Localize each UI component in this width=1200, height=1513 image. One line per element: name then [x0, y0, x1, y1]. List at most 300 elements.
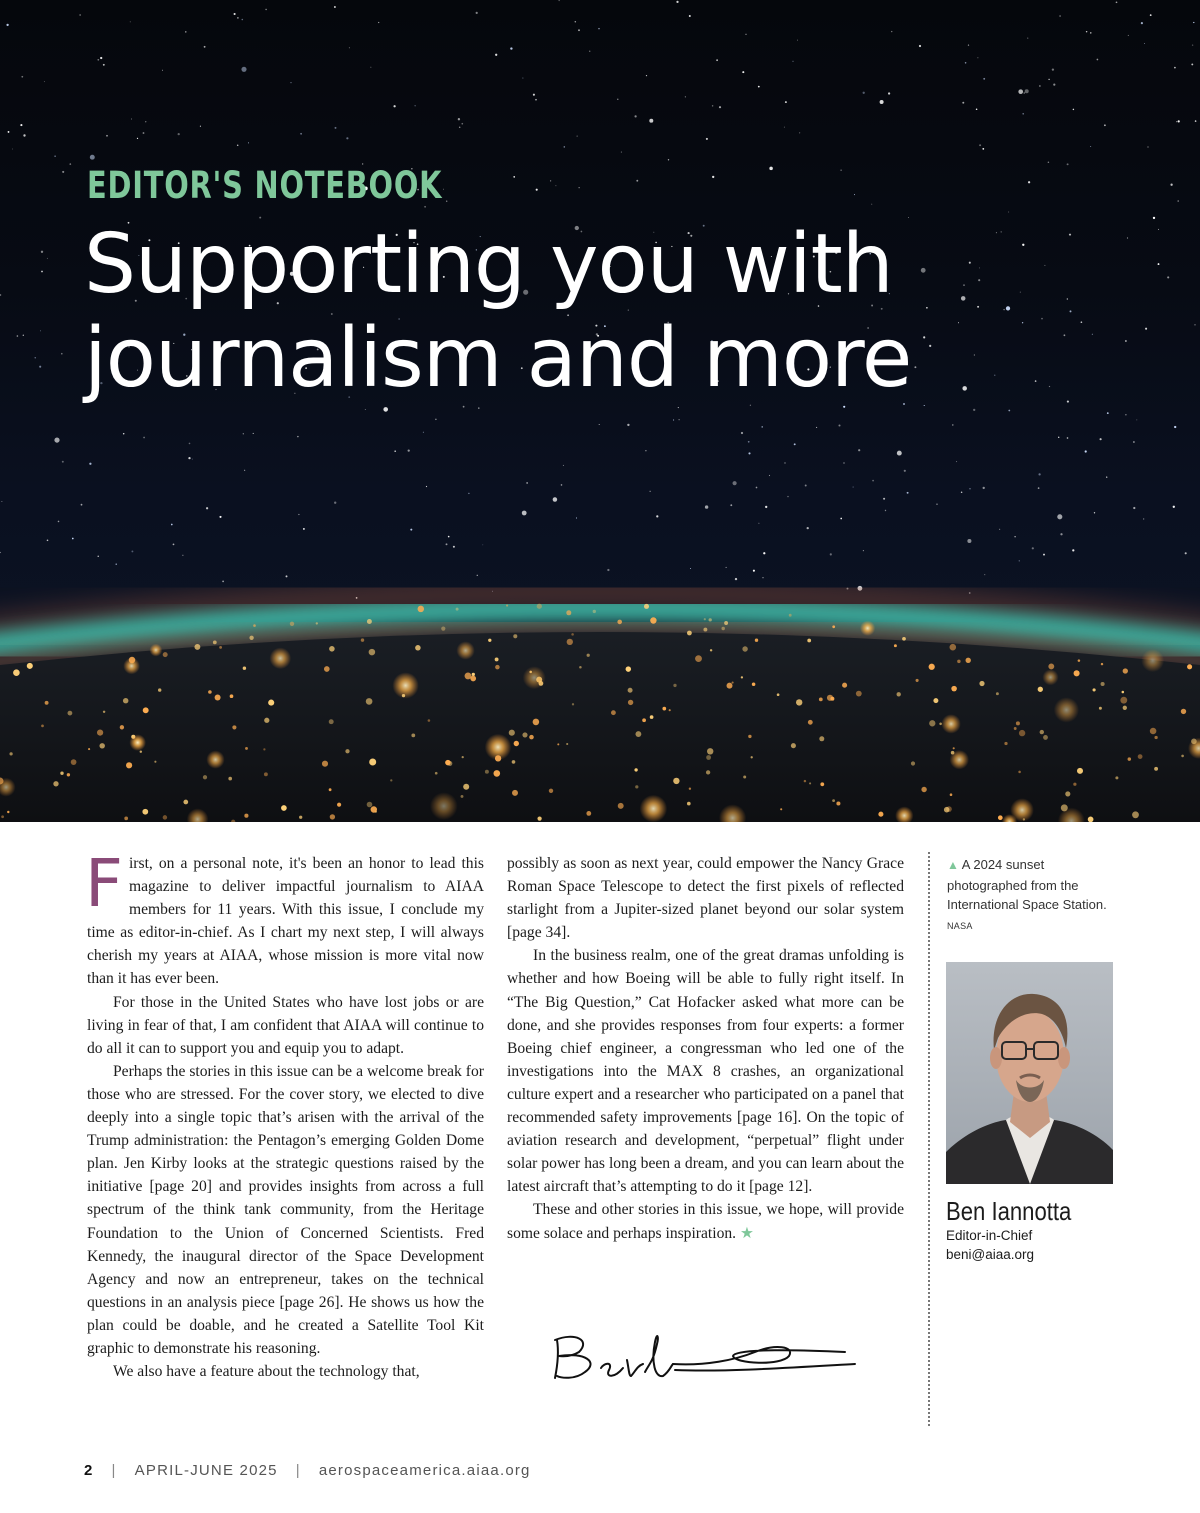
paragraph-1-text: irst, on a personal note, it's been an honor to lead this magazine to deliver impactful journalism to AIAA members for 11 years. With this issue, I conclude my time as editor-in-chief. As I chart my next step, I will always cherish my years at AIAA, whose mission is more vital now than it has ever been. — [87, 855, 484, 988]
city-light — [617, 620, 622, 625]
star — [526, 482, 527, 483]
paragraph-4: We also have a feature about the technology that, — [113, 1363, 420, 1381]
star — [891, 31, 892, 32]
city-light — [470, 676, 476, 682]
city-light — [523, 666, 546, 689]
star — [1043, 554, 1045, 556]
star — [853, 487, 854, 488]
star — [533, 94, 535, 96]
city-light — [445, 760, 451, 766]
city-light — [1115, 776, 1118, 779]
caption-text: A 2024 sunset photographed from the International Space Station. — [947, 857, 1107, 912]
star — [131, 119, 132, 120]
star — [1191, 63, 1193, 65]
city-light — [673, 684, 676, 687]
city-light — [644, 604, 649, 609]
star — [589, 51, 590, 52]
city-light — [1128, 757, 1131, 760]
city-light — [493, 770, 500, 777]
star — [162, 70, 163, 71]
city-light — [361, 638, 364, 641]
headline-line-2: journalism and more — [84, 311, 912, 406]
star — [705, 505, 708, 508]
star — [840, 170, 841, 171]
city-light — [369, 759, 376, 766]
star — [973, 409, 975, 411]
city-light — [9, 752, 12, 755]
star — [1177, 200, 1179, 202]
star — [598, 28, 600, 30]
star — [805, 485, 807, 487]
star — [1104, 124, 1106, 126]
star — [145, 121, 146, 122]
star — [459, 126, 461, 128]
star — [854, 194, 855, 195]
star — [555, 185, 556, 186]
city-light — [537, 604, 542, 609]
star — [1090, 146, 1091, 147]
star — [1106, 476, 1107, 477]
city-light — [593, 610, 596, 613]
city-light — [929, 720, 935, 726]
star — [1018, 89, 1023, 94]
star — [17, 335, 19, 337]
city-light — [68, 711, 73, 716]
page-footer — [84, 1462, 531, 1479]
star — [952, 424, 953, 425]
city-light — [270, 648, 292, 670]
city-light — [514, 741, 519, 746]
star — [131, 550, 133, 552]
star — [8, 131, 10, 133]
headline-line-1: Supporting you with — [84, 217, 893, 312]
star — [463, 406, 465, 408]
star — [983, 487, 985, 489]
star — [448, 536, 450, 538]
star — [408, 449, 410, 451]
city-light — [809, 782, 811, 784]
star — [393, 105, 395, 107]
star — [797, 40, 798, 41]
star — [1072, 549, 1074, 551]
star — [23, 335, 24, 336]
star — [678, 407, 679, 408]
city-light — [856, 691, 862, 697]
editor-signature — [545, 1322, 865, 1392]
city-light — [911, 761, 915, 765]
star — [349, 47, 350, 48]
star — [1143, 518, 1144, 519]
star — [649, 119, 653, 123]
city-light — [1016, 721, 1020, 725]
city-light — [662, 707, 666, 711]
star — [1057, 514, 1062, 519]
star — [365, 409, 366, 410]
city-light — [1191, 738, 1197, 744]
star — [1053, 84, 1055, 86]
star — [880, 100, 884, 104]
city-light — [1093, 688, 1096, 691]
star — [415, 105, 416, 106]
star — [919, 45, 921, 47]
city-light — [441, 627, 445, 631]
city-light — [1154, 767, 1158, 771]
star — [1133, 507, 1135, 509]
city-light — [537, 816, 541, 820]
city-light — [215, 694, 221, 700]
star — [617, 99, 618, 100]
city-light — [428, 719, 431, 722]
star — [346, 137, 348, 139]
star — [300, 133, 302, 135]
city-light — [706, 755, 711, 760]
star — [656, 515, 658, 517]
city-light — [921, 787, 926, 792]
city-light — [533, 719, 540, 726]
city-light — [512, 790, 518, 796]
star — [1039, 85, 1040, 86]
star — [435, 419, 436, 420]
star — [1059, 15, 1061, 17]
city-light — [566, 610, 571, 615]
star — [137, 138, 138, 139]
star — [1024, 92, 1025, 93]
star — [1022, 113, 1024, 115]
star — [784, 462, 785, 463]
headline — [84, 218, 1084, 406]
star — [787, 496, 788, 497]
star — [286, 575, 288, 577]
star — [1116, 1, 1118, 3]
star — [1150, 14, 1152, 16]
author-email-link[interactable]: beni@aiaa.org — [946, 1247, 1035, 1262]
paragraph-1 — [85, 845, 484, 991]
city-light — [1019, 730, 1025, 736]
star — [1178, 120, 1180, 122]
city-light — [944, 807, 950, 813]
star — [20, 124, 22, 126]
star — [243, 433, 244, 434]
website-link[interactable]: aerospaceamerica.aiaa.org — [318, 1462, 531, 1479]
star — [888, 92, 890, 94]
star — [62, 461, 64, 463]
star — [1008, 410, 1010, 412]
star — [237, 17, 239, 19]
drop-cap: F — [85, 845, 123, 922]
star — [863, 92, 865, 94]
city-light — [324, 666, 330, 672]
city-light — [635, 785, 638, 788]
star — [858, 449, 860, 451]
city-light — [1065, 791, 1070, 796]
city-light — [957, 660, 960, 663]
city-light — [752, 683, 756, 687]
star — [863, 550, 864, 551]
star — [1153, 217, 1155, 219]
city-light — [950, 793, 953, 796]
star — [394, 450, 396, 452]
city-light — [743, 776, 746, 779]
star — [219, 516, 221, 518]
star — [741, 432, 743, 434]
star — [553, 497, 558, 502]
city-light — [208, 690, 212, 694]
city-light — [268, 700, 274, 706]
star — [712, 176, 714, 178]
city-light — [820, 782, 824, 786]
city-light — [329, 788, 332, 791]
paragraph-5: possibly as soon as next year, could empower the Nancy Grace Roman Space Telescope to detect the first pixels of reflected starlight from a Jupiter-sized planet beyond our solar system [page 34]. — [507, 855, 904, 942]
city-light — [366, 698, 373, 705]
star — [54, 155, 55, 156]
city-light — [120, 725, 124, 729]
city-light — [1061, 804, 1068, 811]
star — [477, 575, 478, 576]
city-light — [45, 701, 49, 705]
star — [298, 514, 299, 515]
star — [977, 57, 978, 58]
city-light — [1018, 771, 1021, 774]
city-light — [1132, 811, 1139, 818]
city-light — [1123, 706, 1127, 710]
city-light — [618, 803, 624, 809]
city-light — [941, 714, 960, 733]
star — [634, 115, 636, 117]
city-light — [158, 688, 161, 691]
star — [458, 118, 460, 120]
star — [1133, 441, 1135, 443]
star — [668, 159, 669, 160]
city-light — [495, 657, 499, 661]
paragraph-6: In the business realm, one of the great dramas unfolding is whether and how Boeing will be able to fully right itself. In “The Big Question,” Cat Hofacker asked what more can be done, and she provides responses from four experts: a former Boeing chief engineer, a congressman who led one of the investigations into the MAX 8 crashes, an organizational culture expert and a researcher who participated on a panel that recommended safety improvements [page 16]. On the topic of aviation research and development, “perpetual” flight under solar power has long been a dream, and you can learn about the latest aircraft that’s attempting to do it [page 12]. — [507, 947, 904, 1196]
city-light — [485, 770, 489, 774]
city-light — [232, 725, 236, 729]
author-portrait — [946, 962, 1113, 1184]
city-light — [129, 734, 146, 751]
star — [719, 106, 721, 108]
star — [237, 144, 239, 146]
city-light — [430, 792, 458, 820]
city-light — [796, 699, 802, 705]
star — [1048, 79, 1049, 80]
city-light — [832, 625, 835, 628]
star — [1019, 560, 1020, 561]
city-light — [832, 799, 835, 802]
star — [840, 518, 842, 520]
city-light — [706, 770, 710, 774]
city-light — [628, 700, 633, 705]
star — [178, 133, 180, 135]
star — [58, 521, 60, 523]
star — [575, 21, 576, 22]
star — [794, 443, 796, 445]
city-light — [228, 777, 232, 781]
city-light — [219, 646, 222, 649]
star — [482, 544, 483, 545]
star — [39, 366, 41, 368]
city-light — [456, 608, 459, 611]
star — [871, 204, 872, 205]
city-light — [1187, 664, 1192, 669]
star — [979, 144, 981, 146]
star — [116, 564, 117, 565]
city-light — [281, 805, 287, 811]
star — [897, 451, 902, 456]
city-light — [203, 775, 207, 779]
star — [1067, 437, 1069, 439]
star — [62, 171, 64, 173]
city-light — [163, 815, 167, 819]
city-light — [571, 633, 574, 636]
city-light — [1042, 669, 1058, 685]
city-light — [41, 725, 44, 728]
city-light — [808, 720, 813, 725]
city-light — [462, 756, 464, 758]
city-light — [1004, 742, 1007, 745]
city-light — [640, 795, 668, 822]
city-light — [566, 743, 568, 745]
city-light — [748, 735, 751, 738]
city-light — [996, 692, 999, 695]
city-light — [950, 750, 969, 769]
star — [80, 14, 81, 15]
star — [1060, 533, 1062, 535]
city-light — [472, 673, 475, 676]
star — [513, 176, 515, 178]
city-light — [88, 748, 90, 750]
city-light — [727, 683, 733, 689]
star — [89, 463, 91, 465]
star — [956, 461, 957, 462]
star — [495, 54, 497, 56]
star — [982, 148, 984, 150]
city-light — [635, 731, 641, 737]
city-light — [1101, 663, 1103, 665]
star — [1100, 438, 1102, 440]
star — [206, 507, 208, 509]
star — [54, 438, 59, 443]
city-light — [126, 762, 132, 768]
end-mark-star-icon: ★ — [740, 1224, 754, 1242]
star — [706, 138, 708, 140]
star — [599, 424, 600, 425]
city-light — [572, 703, 574, 705]
star — [830, 553, 832, 555]
star — [577, 136, 578, 137]
star — [843, 406, 845, 408]
city-light — [673, 778, 679, 784]
city-light — [860, 621, 875, 636]
city-light — [819, 736, 824, 741]
city-light — [1048, 663, 1054, 669]
star — [936, 504, 937, 505]
city-light — [456, 641, 474, 659]
star — [535, 99, 537, 101]
city-light — [103, 711, 105, 713]
star — [969, 488, 970, 489]
star — [579, 187, 580, 188]
city-light — [143, 707, 149, 713]
star — [0, 294, 1, 296]
city-light — [509, 730, 515, 736]
star — [1145, 328, 1147, 330]
star — [763, 552, 765, 554]
star — [468, 493, 469, 494]
city-light — [329, 719, 334, 724]
city-light — [1074, 670, 1080, 676]
star — [564, 146, 566, 148]
star — [0, 552, 1, 553]
star — [188, 457, 190, 459]
star — [334, 502, 336, 504]
city-light — [819, 698, 823, 702]
city-light — [742, 646, 747, 651]
star — [961, 492, 963, 494]
star — [646, 75, 647, 76]
star — [522, 78, 523, 79]
star — [97, 59, 99, 61]
city-light — [789, 614, 792, 617]
star — [753, 570, 755, 572]
city-light — [1122, 691, 1125, 694]
city-light — [7, 811, 9, 813]
city-light — [687, 802, 691, 806]
star — [784, 127, 785, 128]
star — [378, 22, 379, 23]
city-light — [264, 772, 268, 776]
city-light — [1078, 659, 1081, 662]
star — [733, 481, 737, 485]
star — [12, 149, 13, 150]
city-light — [183, 800, 188, 805]
star — [1174, 426, 1176, 428]
star — [189, 443, 191, 445]
star — [100, 57, 102, 59]
star — [1144, 43, 1145, 44]
city-light — [67, 773, 70, 776]
city-light — [1088, 817, 1094, 822]
star — [968, 44, 969, 45]
star — [1185, 552, 1187, 554]
city-light — [245, 747, 248, 750]
star — [1090, 32, 1091, 33]
city-light — [506, 605, 508, 607]
city-light — [878, 812, 883, 817]
star — [689, 15, 691, 17]
city-light — [345, 749, 349, 753]
author-role: Editor-in-Chief — [946, 1228, 1033, 1243]
star — [446, 201, 447, 202]
star — [1058, 437, 1059, 438]
article-column-1 — [85, 845, 484, 1383]
star — [44, 81, 45, 82]
city-light — [780, 808, 782, 810]
city-light — [1054, 697, 1079, 722]
star — [265, 9, 266, 10]
city-light — [687, 631, 692, 636]
city-light — [495, 665, 500, 670]
star — [290, 82, 291, 83]
city-light — [13, 669, 20, 676]
star — [241, 67, 246, 72]
star — [297, 436, 298, 437]
star — [41, 251, 43, 253]
city-light — [392, 672, 418, 698]
star — [244, 470, 245, 471]
paragraph-7 — [507, 1198, 904, 1244]
city-light — [194, 644, 200, 650]
star — [423, 432, 424, 433]
